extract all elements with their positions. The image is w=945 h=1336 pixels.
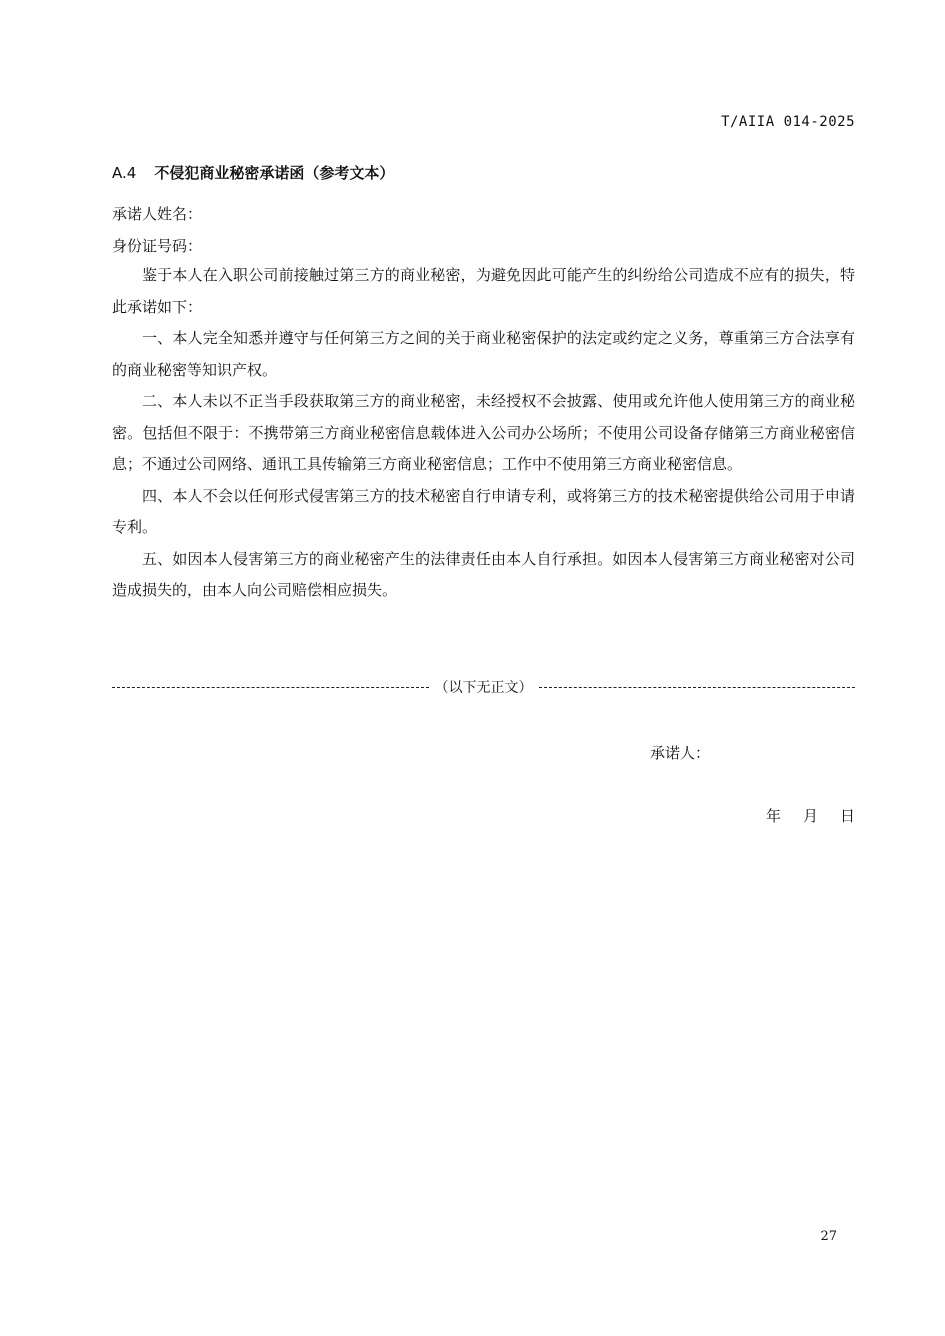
end-of-text-label: （以下无正文） (434, 680, 533, 696)
document-code: T/AIIA 014-2025 (721, 114, 855, 130)
end-of-text-marker (112, 677, 855, 697)
section-number: A.4 (112, 164, 137, 182)
paragraph-preamble: 鉴于本人在入职公司前接触过第三方的商业秘密，为避免因此可能产生的纠纷给公司造成不应有的损失，特此承诺如下： (112, 266, 855, 316)
dashed-divider-left (112, 687, 429, 688)
signer-label: 承诺人： (650, 744, 711, 762)
paragraph-clause-2: 二、本人未以不正当手段获取第三方的商业秘密，未经授权不会披露、使用或允许他人使用第三方的商业秘密。包括但不限于：不携带第三方商业秘密信息载体进入公司办公场所；不使用公司设备存储第三方商业秘密信息；不通过公司网络、通讯工具传输第三方商业秘密信息；工作中不使用第三方商业秘密信息。 (112, 392, 855, 473)
dashed-divider-right (539, 687, 856, 688)
commitment-body (112, 260, 855, 607)
page-number: 27 (820, 1229, 837, 1244)
paragraph-clause-5: 五、如因本人侵害第三方的商业秘密产生的法律责任由本人自行承担。如因本人侵害第三方商业秘密对公司造成损失的，由本人向公司赔偿相应损失。 (112, 549, 855, 599)
date-line (744, 805, 855, 826)
date-day-label: 日 (839, 807, 855, 825)
date-month-label: 月 (802, 807, 818, 825)
section-heading (112, 162, 394, 183)
section-title: 不侵犯商业秘密承诺函（参考文本） (154, 164, 395, 182)
paragraph-clause-4: 四、本人不会以任何形式侵害第三方的技术秘密自行申请专利，或将第三方的技术秘密提供给公司用于申请专利。 (112, 486, 855, 536)
id-number-field-label: 身份证号码： (112, 237, 203, 255)
date-year-label: 年 (765, 807, 781, 825)
name-field-label: 承诺人姓名： (112, 205, 203, 223)
paragraph-clause-1: 一、本人完全知悉并遵守与任何第三方之间的关于商业秘密保护的法定或约定之义务，尊重第三方合法享有的商业秘密等知识产权。 (112, 329, 855, 379)
